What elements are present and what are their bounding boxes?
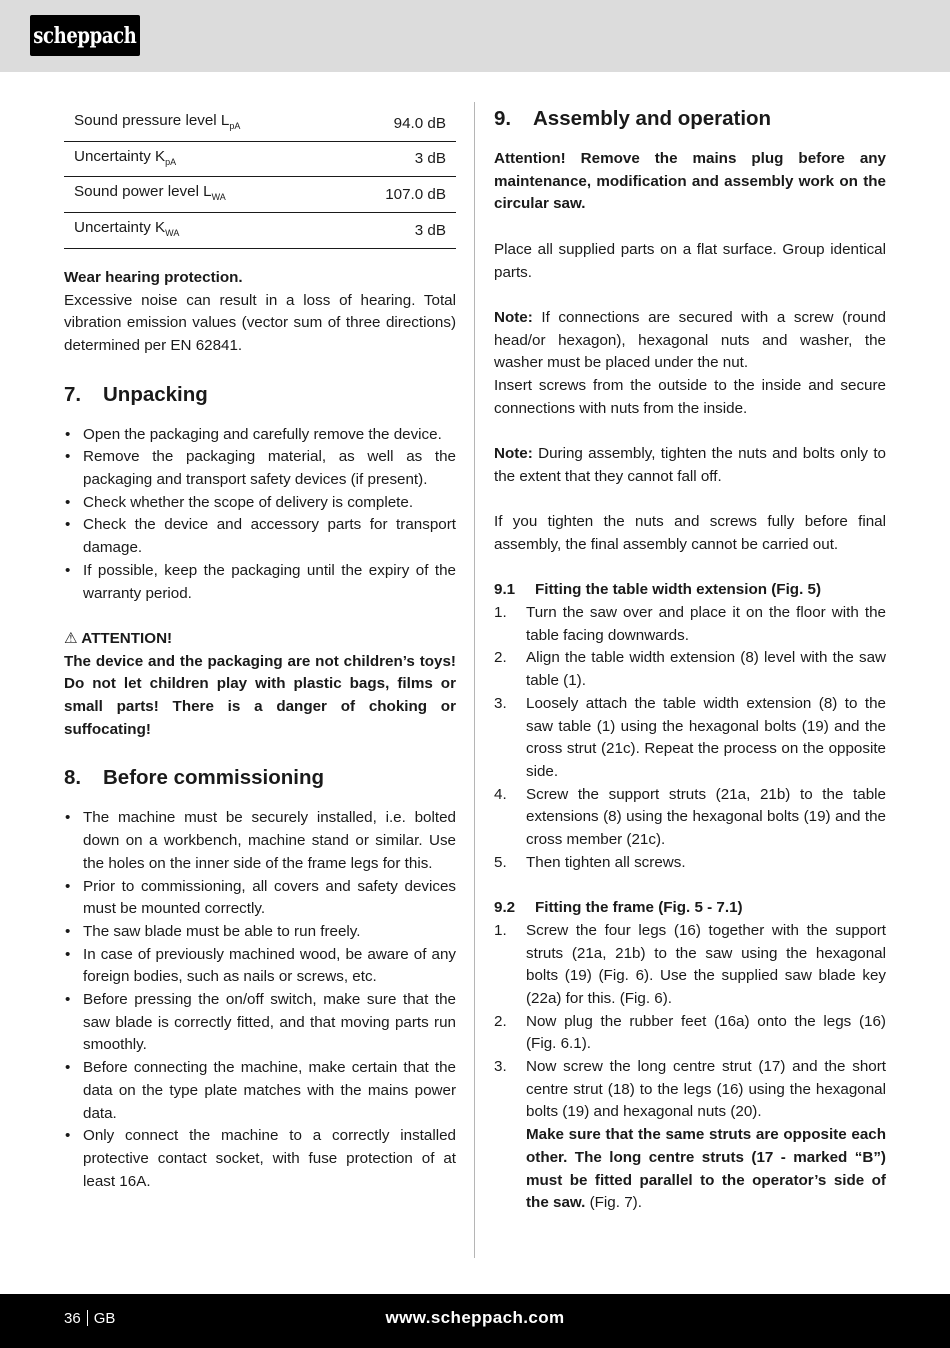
list-item: 1. Screw the four legs (16) together with the support struts (21a, 21b) to the saw using the hexagonal bolts (19) (Fig. 6). Use the supplied saw blade key (22a) for this. (Fig. 6). (494, 921, 886, 1007)
spec-label: Sound pressure level $L_{pA}$ (64, 106, 337, 141)
list-item: • The machine must be securely installed, i.e. bolted down on a workbench, machine stand or similar. Use the holes on the inner side of the frame legs for this. (64, 807, 456, 875)
unpacking-list (64, 424, 456, 606)
spec-value: 107.0 dB (337, 177, 456, 213)
list-item: • The saw blade must be able to run freely. (64, 921, 456, 944)
table-row (64, 141, 456, 177)
spec-label: Sound power level $L_{WA}$ (64, 177, 337, 213)
list-item: • Prior to commissioning, all covers and safety devices must be mounted correctly. (64, 876, 456, 921)
list-item: • Open the packaging and carefully remove the device. (64, 424, 456, 447)
list-item: 2. Align the table width extension (8) level with the saw table (1). (494, 649, 886, 690)
figure-reference: (Fig. 7). (585, 1194, 642, 1212)
section-heading-assembly: 9. Assembly and operation (494, 107, 772, 130)
list-item: • Before pressing the on/off switch, make sure that the saw blade is correctly fitted, and that moving parts run smoothly. (64, 989, 456, 1057)
note-washer: Note: If connections are secured with a screw (round head/or hexagon), hexagonal nuts and washer, the washer must be placed under the nut. (494, 308, 886, 372)
tighten-warning-text: If you tighten the nuts and screws fully before final assembly, the final assembly cannot be carried out. (494, 513, 886, 553)
note-label: Note: (494, 308, 533, 326)
spec-label: Uncertainty $K_{WA}$ (64, 213, 337, 249)
list-item: 4. Screw the support struts (21a, 21b) to the table extensions (8) using the hexagonal bolts (19) and the cross member (21c). (494, 785, 886, 849)
brand-logo-text: scheppach (33, 22, 137, 49)
footer-bar (0, 1294, 950, 1348)
list-item: • If possible, keep the packaging until the expiry of the warranty period. (64, 560, 456, 605)
column-divider (474, 102, 475, 1258)
insert-screws-text: Insert screws from the outside to the inside and secure connections with nuts from the inside. (494, 377, 886, 417)
list-item: 3. Now screw the long centre strut (17) and the short centre strut (18) to the legs (16) using the hexagonal bolts (19) and hexagonal nuts (20). Make sure that the same struts are opposite each other. The long centre struts (17 - marked “B”) must be fitted parallel to the operator’s side of the saw. (Fig. 7). (494, 1058, 886, 1212)
brand-logo (30, 15, 140, 56)
list-item: • Before connecting the machine, make certain that the data on the type plate matches with the mains power data. (64, 1057, 456, 1125)
list-item: • Check whether the scope of delivery is complete. (64, 492, 456, 515)
table-extension-steps (494, 602, 886, 874)
list-item: • Check the device and accessory parts for transport damage. (64, 514, 456, 559)
subsection-heading-9-1: 9.1 Fitting the table width extension (Fig. 5) (494, 581, 822, 599)
hearing-protection-title: Wear hearing protection. (64, 268, 243, 286)
warning-triangle-icon: ⚠ (64, 629, 78, 647)
hearing-protection-text: Excessive noise can result in a loss of hearing. Total vibration emission values (vector sum of three directions) determined per EN 62841. (64, 291, 456, 354)
subsection-heading-9-2: 9.2 Fitting the frame (Fig. 5 - 7.1) (494, 899, 743, 917)
list-item: • Only connect the machine to a correctly installed protective contact socket, with fuse protection of at least 16A. (64, 1125, 456, 1193)
list-item: 3. Loosely attach the table width extension (8) to the saw table (1) using the hexagonal bolts (19) and the cross strut (21c). Repeat the process on the opposite side. (494, 694, 886, 780)
attention-warning-text: The device and the packaging are not children’s toys! Do not let children play with plastic bags, films or small parts! There is a danger of choking or suffocating! (64, 652, 456, 738)
before-commissioning-list (64, 807, 456, 1193)
place-parts-text: Place all supplied parts on a flat surface. Group identical parts. (494, 240, 886, 281)
right-column (494, 102, 886, 1215)
list-item: 5. Then tighten all screws. (494, 853, 686, 871)
frame-fitting-steps (494, 920, 886, 1215)
header-bar (0, 0, 950, 72)
note-tighten: Note: During assembly, tighten the nuts and bolts only to the extent that they cannot fall off. (494, 445, 886, 485)
website-url: www.scheppach.com (385, 1308, 565, 1327)
table-row (64, 177, 456, 213)
list-item: 1. Turn the saw over and place it on the floor with the table facing downwards. (494, 603, 886, 644)
struts-bold-note: Make sure that the same struts are opposite each other. The long centre struts (17 - marked “B”) must be fitted parallel to the operator’s side of the saw. (526, 1126, 886, 1212)
list-item: • Remove the packaging material, as well as the packaging and transport safety devices (if present). (64, 446, 456, 491)
left-column (64, 102, 456, 1193)
section-heading-unpacking: 7. Unpacking (64, 382, 208, 406)
spec-value: 3 dB (337, 213, 456, 249)
sound-spec-table (64, 106, 456, 249)
section-heading-before-commissioning: 8. Before commissioning (64, 766, 324, 790)
table-row (64, 106, 456, 141)
spec-label: Uncertainty $K_{pA}$ (64, 141, 337, 177)
attention-heading: ⚠ ATTENTION! (64, 629, 173, 647)
spec-value: 3 dB (337, 141, 456, 177)
page-number: 36 GB (64, 1310, 116, 1327)
spec-value: 94.0 dB (337, 106, 456, 141)
assembly-attention-text: Attention! Remove the mains plug before any maintenance, modification and assembly work on the circular saw. (494, 150, 886, 213)
note-label: Note: (494, 445, 533, 463)
list-item: 2. Now plug the rubber feet (16a) onto the legs (16) (Fig. 6.1). (494, 1012, 886, 1053)
list-item: • In case of previously machined wood, be aware of any foreign bodies, such as nails or screws, etc. (64, 944, 456, 989)
table-row (64, 213, 456, 249)
